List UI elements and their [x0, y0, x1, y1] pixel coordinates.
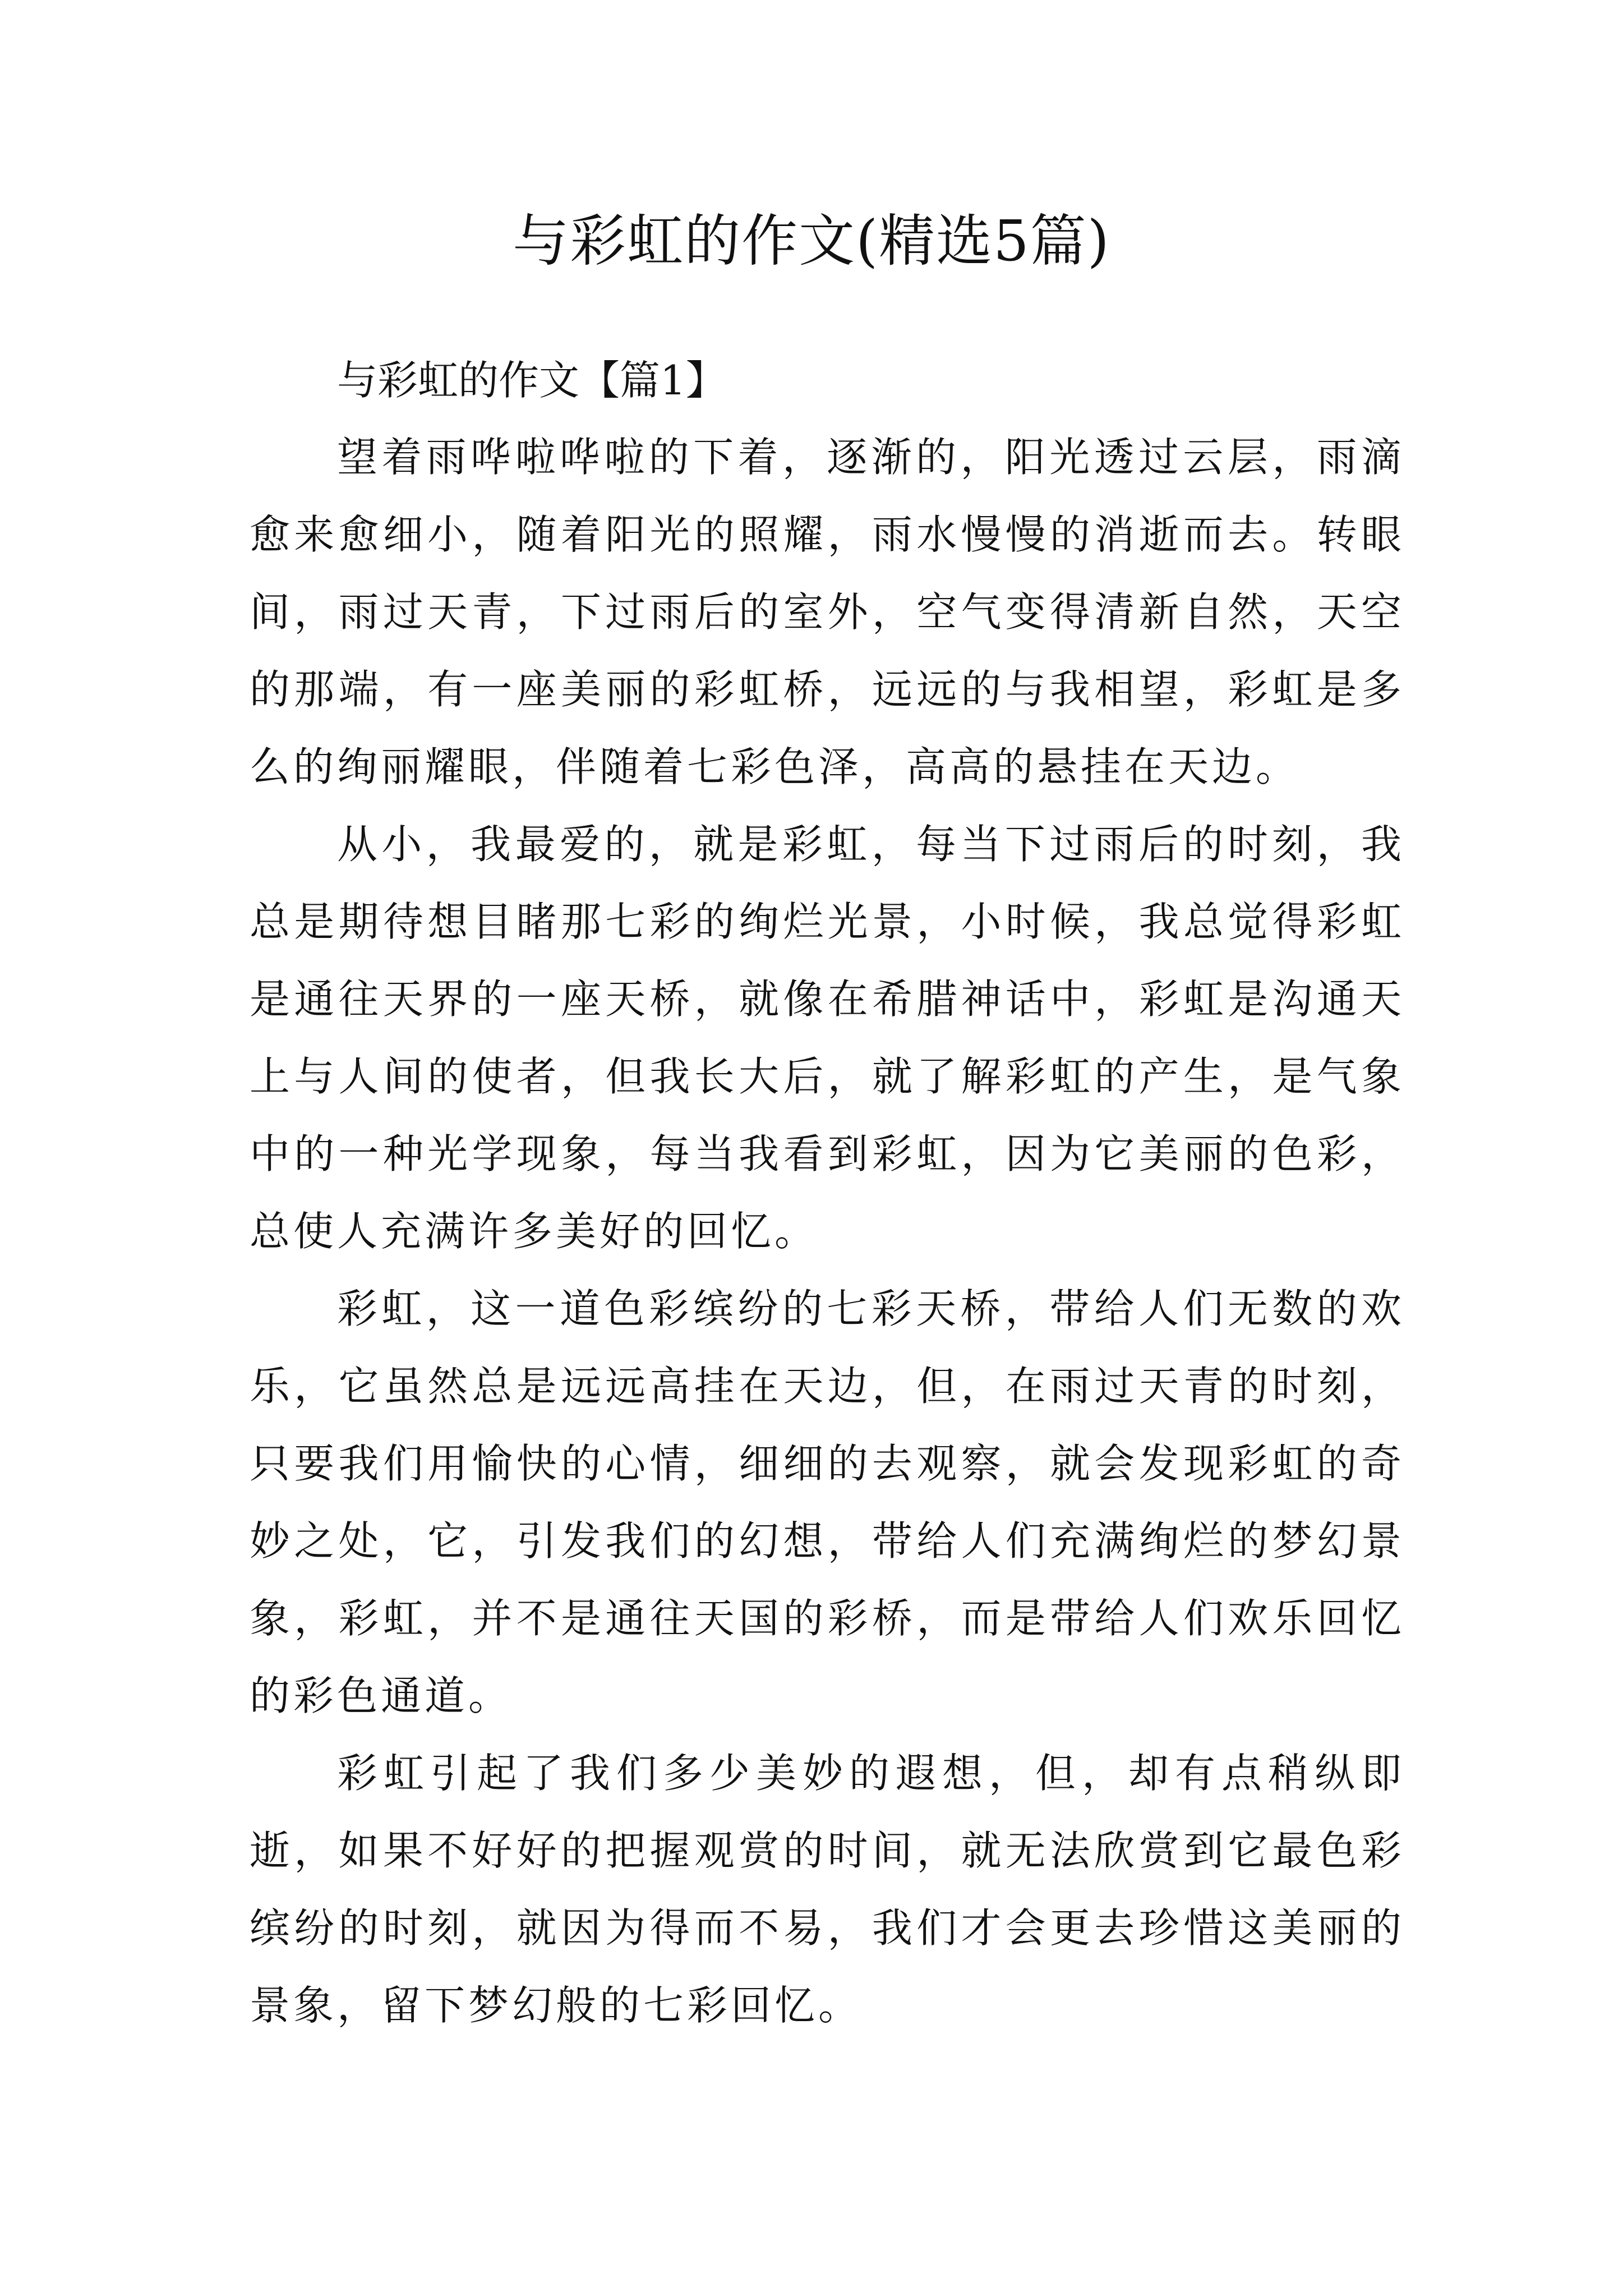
paragraph-3: 彩虹，这一道色彩缤纷的七彩天桥，带给人们无数的欢乐，它虽然总是远远高挂在天边，但，在雨过天青的时刻，只要我们用愉快的心情，细细的去观察，就会发现彩虹的奇妙之处，它，引发我们的幻想，带给人们充满绚烂的梦幻景象，彩虹，并不是通往天国的彩桥，而是带给人们欢乐回忆的彩色通道。: [250, 1285, 1405, 1719]
paragraph-2: 从小，我最爱的，就是彩虹，每当下过雨后的时刻，我总是期待想目睹那七彩的绚烂光景，小时候，我总觉得彩虹是通往天界的一座天桥，就像在希腊神话中，彩虹是沟通天上与人间的使者，但我长大后，就了解彩虹的产生，是气象中的一种光学现象，每当我看到彩虹，因为它美丽的色彩，总使人充满许多美好的回忆。: [250, 821, 1405, 1255]
paragraph-1: 望着雨哗啦哗啦的下着，逐渐的，阳光透过云层，雨滴愈来愈细小，随着阳光的照耀，雨水慢慢的消逝而去。转眼间，雨过天青，下过雨后的室外，空气变得清新自然，天空的那端，有一座美丽的彩虹桥，远远的与我相望，彩虹是多么的绚丽耀眼，伴随着七彩色泽，高高的悬挂在天边。: [250, 434, 1405, 790]
document-title: 与彩虹的作文(精选5篇): [513, 208, 1110, 274]
document-body: [250, 342, 1405, 2044]
paragraph-4: 彩虹引起了我们多少美妙的遐想，但，却有点稍纵即逝，如果不好好的把握观赏的时间，就无法欣赏到它最色彩缤纷的时刻，就因为得而不易，我们才会更去珍惜这美丽的景象，留下梦幻般的七彩回忆。: [250, 1750, 1405, 2029]
section-heading: 与彩虹的作文【篇1】: [337, 357, 726, 404]
